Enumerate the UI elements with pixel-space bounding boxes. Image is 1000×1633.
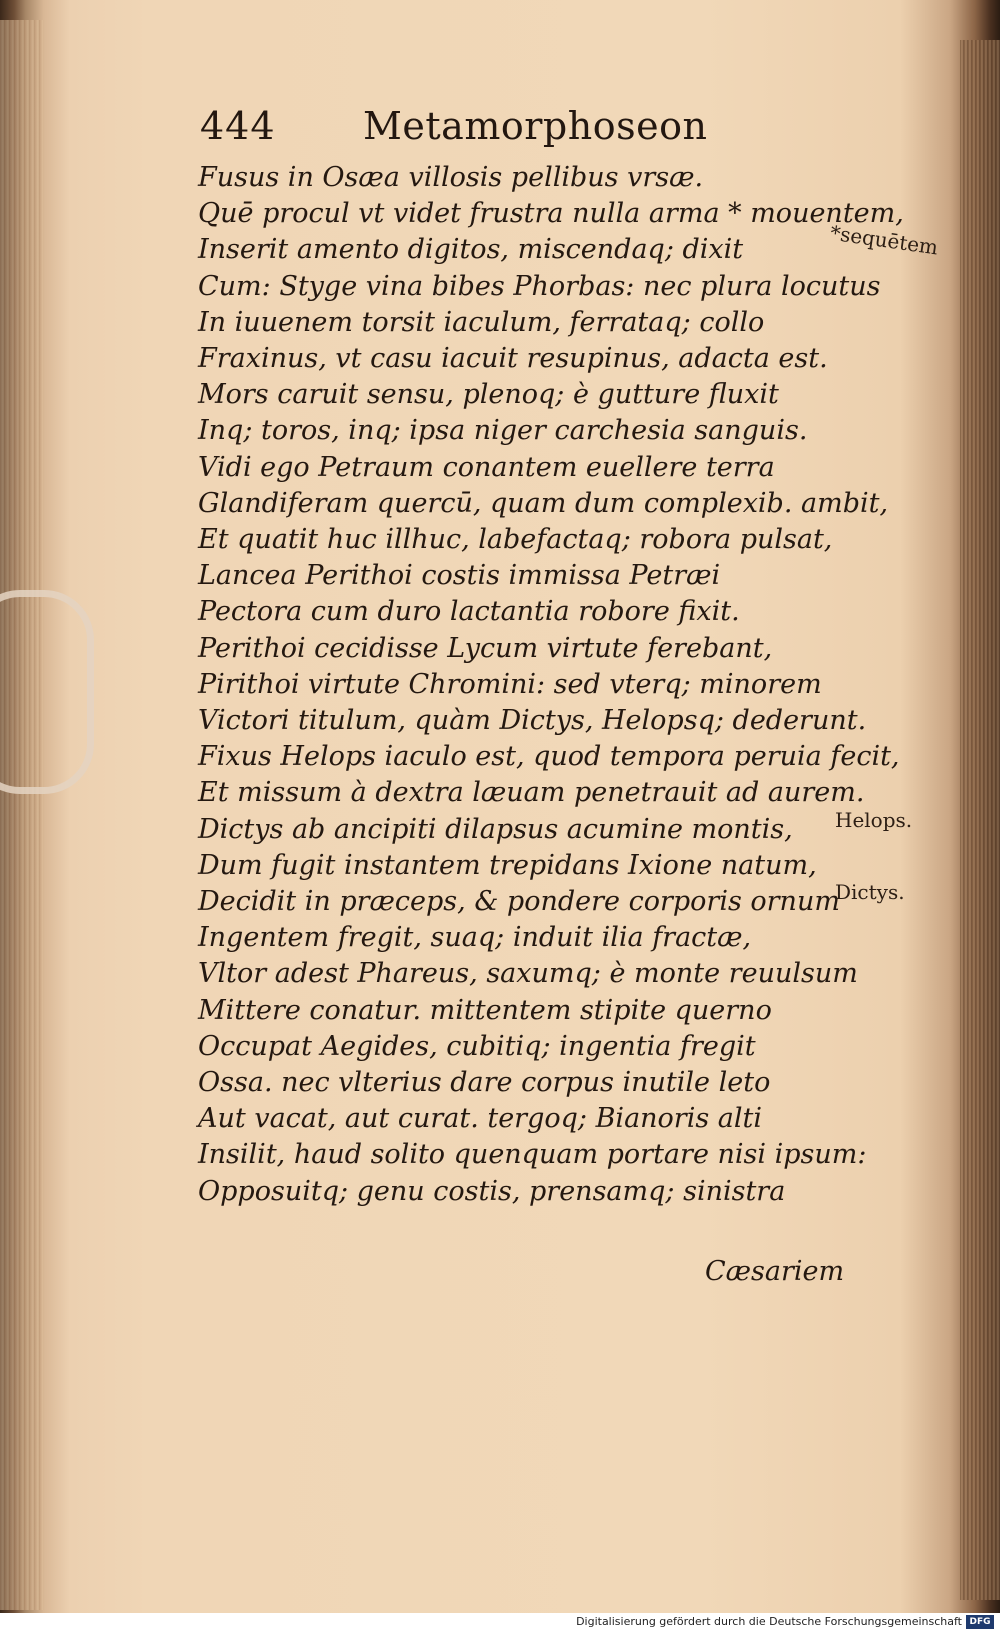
page-number: 444 xyxy=(200,104,276,148)
paperclip xyxy=(0,590,94,794)
verse-line: Inq; toros, inq; ipsa niger carchesia sanguis. xyxy=(198,415,808,447)
right-page-edges xyxy=(960,40,1000,1600)
verse-line: Glandiferam quercū, quam dum complexib. ambit, xyxy=(198,487,889,519)
verse-line: Dictys ab ancipiti dilapsus acumine montis, xyxy=(198,813,793,845)
verse-line: Ingentem fregit, suaq; induit ilia fractæ, xyxy=(198,922,752,954)
verse-line: Quē procul vt videt frustra nulla arma * mouentem, xyxy=(198,198,904,230)
margin-note-helops: Helops. xyxy=(835,808,913,832)
running-title: Metamorphoseon xyxy=(363,104,708,148)
verse-line: Fixus Helops iaculo est, quod tempora peruia fecit, xyxy=(198,741,900,773)
verse-line: Aut vacat, aut curat. tergoq; Bianoris alti xyxy=(198,1103,763,1135)
verse-line: Mors caruit sensu, plenoq; è gutture fluxit xyxy=(198,379,779,411)
verse-line: Inserit amento digitos, miscendaq; dixit xyxy=(198,234,744,266)
margin-note-sequetem: *sequētem xyxy=(828,220,940,260)
left-page-edges xyxy=(0,20,44,1610)
verse-line: Cum: Styge vina bibes Phorbas: nec plura locutus xyxy=(198,270,881,302)
verse-line: Fusus in Osæa villosis pellibus vrsæ. xyxy=(198,162,704,193)
dfg-logo-icon: DFG xyxy=(966,1615,994,1629)
footer-bar xyxy=(0,1613,1000,1633)
verse-line: Decidit in præceps, & pondere corporis ornum xyxy=(198,886,840,918)
page-header xyxy=(200,104,760,154)
verse-line: Lancea Perithoi costis immissa Petræi xyxy=(198,560,721,592)
verse-line: Et missum à dextra læuam penetrauit ad aurem. xyxy=(198,777,865,809)
verse-line: Fraxinus, vt casu iacuit resupinus, adacta est. xyxy=(198,343,828,375)
verse-line: Ossa. nec vlterius dare corpus inutile leto xyxy=(198,1067,771,1099)
digitization-credit: Digitalisierung gefördert durch die Deutsche Forschungsgemeinschaft xyxy=(576,1615,962,1628)
verse-line: Mittere conatur. mittentem stipite querno xyxy=(198,994,772,1026)
verse-line: Insilit, haud solito quenquam portare nisi ipsum: xyxy=(198,1139,867,1171)
verse-line: Dum fugit instantem trepidans Ixione natum, xyxy=(198,849,817,881)
verse-line: Pectora cum duro lactantia robore fixit. xyxy=(198,596,740,628)
verse-line: Vltor adest Phareus, saxumq; è monte reuulsum xyxy=(198,958,858,990)
verse-line: Victori titulum, quàm Dictys, Helopsq; dederunt. xyxy=(198,705,867,737)
verse-line: Pirithoi virtute Chromini: sed vterq; minorem xyxy=(198,668,822,700)
catchword: Cæsariem xyxy=(705,1256,845,1287)
verse-line: Occupat Aegides, cubitiq; ingentia fregit xyxy=(198,1030,756,1062)
verse-line: Perithoi cecidisse Lycum virtute ferebant, xyxy=(198,632,773,664)
margin-note-dictys: Dictys. xyxy=(835,880,905,904)
verse-line: Et quatit huc illhuc, labefactaq; robora pulsat, xyxy=(198,524,833,556)
verse-line: In iuuenem torsit iaculum, ferrataq; collo xyxy=(198,306,765,338)
verse-line: Opposuitq; genu costis, prensamq; sinistra xyxy=(198,1175,786,1207)
verse-line: Vidi ego Petraum conantem euellere terra xyxy=(198,451,775,483)
